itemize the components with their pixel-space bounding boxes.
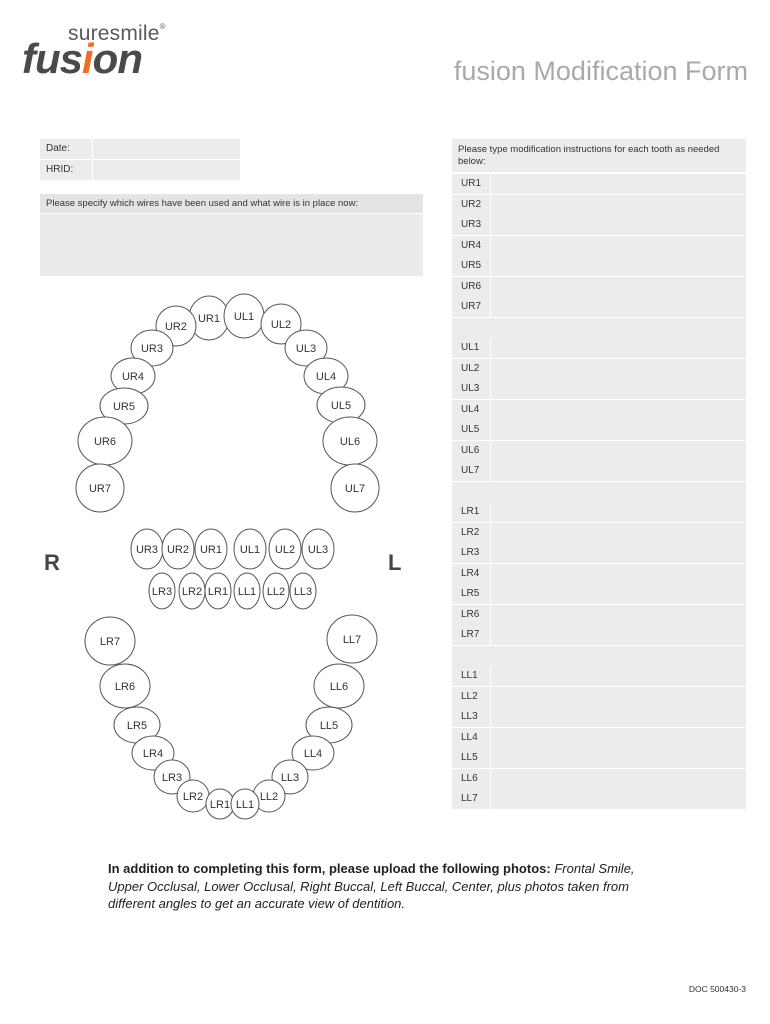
- tooth-code: UR1: [452, 174, 490, 194]
- svg-text:LL1: LL1: [237, 586, 257, 598]
- svg-text:LR3: LR3: [161, 772, 183, 784]
- svg-text:LR2: LR2: [181, 586, 203, 598]
- tooth-code: UL6: [452, 441, 490, 461]
- tooth-code: LL6: [452, 769, 490, 789]
- note-bold: In addition to completing this form, please upload the following photos:: [108, 861, 551, 876]
- tooth-code: LL4: [452, 728, 490, 748]
- svg-text:LL7: LL7: [342, 634, 362, 646]
- tooth-code: UL5: [452, 420, 490, 440]
- tooth-ul2: [269, 529, 301, 569]
- tooth-ll3: [290, 573, 316, 609]
- svg-text:LL5: LL5: [319, 720, 339, 732]
- tooth-code: LR3: [452, 543, 490, 563]
- svg-text:UR1: UR1: [197, 313, 221, 325]
- tooth-code: UL4: [452, 400, 490, 420]
- tooth-code: UR7: [452, 297, 490, 317]
- tooth-ll6: [314, 664, 364, 708]
- page-title: fusion Modification Form: [453, 56, 748, 86]
- tooth-ul3: [302, 529, 334, 569]
- tooth-ll1: [231, 789, 259, 819]
- tooth-ll7: [327, 615, 377, 663]
- tooth-ur1: [195, 529, 227, 569]
- svg-text:UL1: UL1: [233, 311, 255, 323]
- svg-text:LR7: LR7: [99, 636, 121, 648]
- tooth-code: LR7: [452, 625, 490, 645]
- tooth-ur6: [78, 417, 132, 465]
- tooth-code: LL3: [452, 707, 490, 727]
- tooth-ul1: [234, 529, 266, 569]
- svg-text:LR3: LR3: [151, 586, 173, 598]
- svg-text:LR5: LR5: [126, 720, 148, 732]
- tooth-code: LL2: [452, 687, 490, 707]
- note-italic: Frontal Smile, Upper Occlusal, Lower Occlusal, Right Buccal, Left Buccal, Center, plus photos taken from different angles to get an accurate view of dentition.: [108, 861, 635, 911]
- svg-text:LL3: LL3: [280, 772, 300, 784]
- tooth-code: UR5: [452, 256, 490, 276]
- tooth-lr2: [177, 780, 209, 812]
- doc-number: DOC 500430-3: [688, 984, 746, 994]
- tooth-code: UL1: [452, 338, 490, 358]
- svg-text:UL4: UL4: [315, 371, 337, 383]
- tooth-code: UR6: [452, 277, 490, 297]
- svg-text:UL3: UL3: [307, 544, 329, 556]
- tooth-code: LR4: [452, 564, 490, 584]
- svg-text:UR4: UR4: [121, 371, 145, 383]
- svg-text:LR2: LR2: [182, 791, 204, 803]
- svg-text:UR2: UR2: [164, 321, 188, 333]
- svg-text:LL3: LL3: [293, 586, 313, 598]
- hrid-label: HRID:: [46, 164, 74, 175]
- svg-text:UL7: UL7: [344, 483, 366, 495]
- tooth-code: LR2: [452, 523, 490, 543]
- svg-text:LR1: LR1: [209, 799, 231, 811]
- tooth-lr2: [179, 573, 205, 609]
- tooth-ul7: [331, 464, 379, 512]
- tooth-ur7: [76, 464, 124, 512]
- svg-text:UR3: UR3: [140, 343, 164, 355]
- tooth-ll1: [234, 573, 260, 609]
- logo-top-text: suresmile®: [68, 22, 166, 45]
- svg-text:LL6: LL6: [329, 681, 349, 693]
- svg-text:LL2: LL2: [266, 586, 286, 598]
- tooth-lr6: [100, 664, 150, 708]
- svg-text:LR6: LR6: [114, 681, 136, 693]
- svg-text:LL4: LL4: [303, 748, 323, 760]
- tooth-code: LR6: [452, 605, 490, 625]
- tooth-ll2: [263, 573, 289, 609]
- svg-text:UL6: UL6: [339, 436, 361, 448]
- tooth-ur2: [162, 529, 194, 569]
- tooth-code: UR3: [452, 215, 490, 235]
- date-label: Date:: [46, 143, 70, 154]
- left-side-label: L: [388, 550, 402, 575]
- svg-text:UR7: UR7: [88, 483, 112, 495]
- right-side-label: R: [44, 550, 60, 575]
- tooth-code: LL1: [452, 666, 490, 686]
- tooth-lr1: [206, 789, 234, 819]
- svg-text:UR3: UR3: [135, 544, 159, 556]
- tooth-code: LR1: [452, 502, 490, 522]
- tooth-code: UL7: [452, 461, 490, 481]
- tooth-lr7: [85, 617, 135, 665]
- photo-upload-note: [108, 860, 668, 913]
- svg-text:UL3: UL3: [295, 343, 317, 355]
- tooth-code: LL7: [452, 789, 490, 809]
- tooth-code: UL3: [452, 379, 490, 399]
- logo-word: fusion: [22, 35, 142, 82]
- tooth-code: LR5: [452, 584, 490, 604]
- tooth-code: UL2: [452, 359, 490, 379]
- tooth-code: LL5: [452, 748, 490, 768]
- svg-text:UL2: UL2: [270, 319, 292, 331]
- svg-text:UL1: UL1: [239, 544, 261, 556]
- instructions-header: Please type modification instructions for each tooth as needed below:: [452, 139, 746, 172]
- tooth-ur3: [131, 529, 163, 569]
- tooth-lr1: [205, 573, 231, 609]
- svg-text:LR1: LR1: [207, 586, 229, 598]
- svg-text:UR2: UR2: [166, 544, 190, 556]
- svg-text:LR4: LR4: [142, 748, 164, 760]
- svg-text:LL1: LL1: [235, 799, 255, 811]
- wires-label: Please specify which wires have been used and what wire is in place now:: [40, 194, 423, 214]
- svg-text:UL2: UL2: [274, 544, 296, 556]
- tooth-ul1: [224, 294, 264, 338]
- svg-text:UR1: UR1: [199, 544, 223, 556]
- tooth-code: UR2: [452, 195, 490, 215]
- tooth-lr3: [149, 573, 175, 609]
- tooth-code: UR4: [452, 236, 490, 256]
- svg-text:UR5: UR5: [112, 401, 136, 413]
- svg-text:UR6: UR6: [93, 436, 117, 448]
- tooth-ul6: [323, 417, 377, 465]
- svg-text:LL2: LL2: [259, 791, 279, 803]
- svg-text:UL5: UL5: [330, 400, 352, 412]
